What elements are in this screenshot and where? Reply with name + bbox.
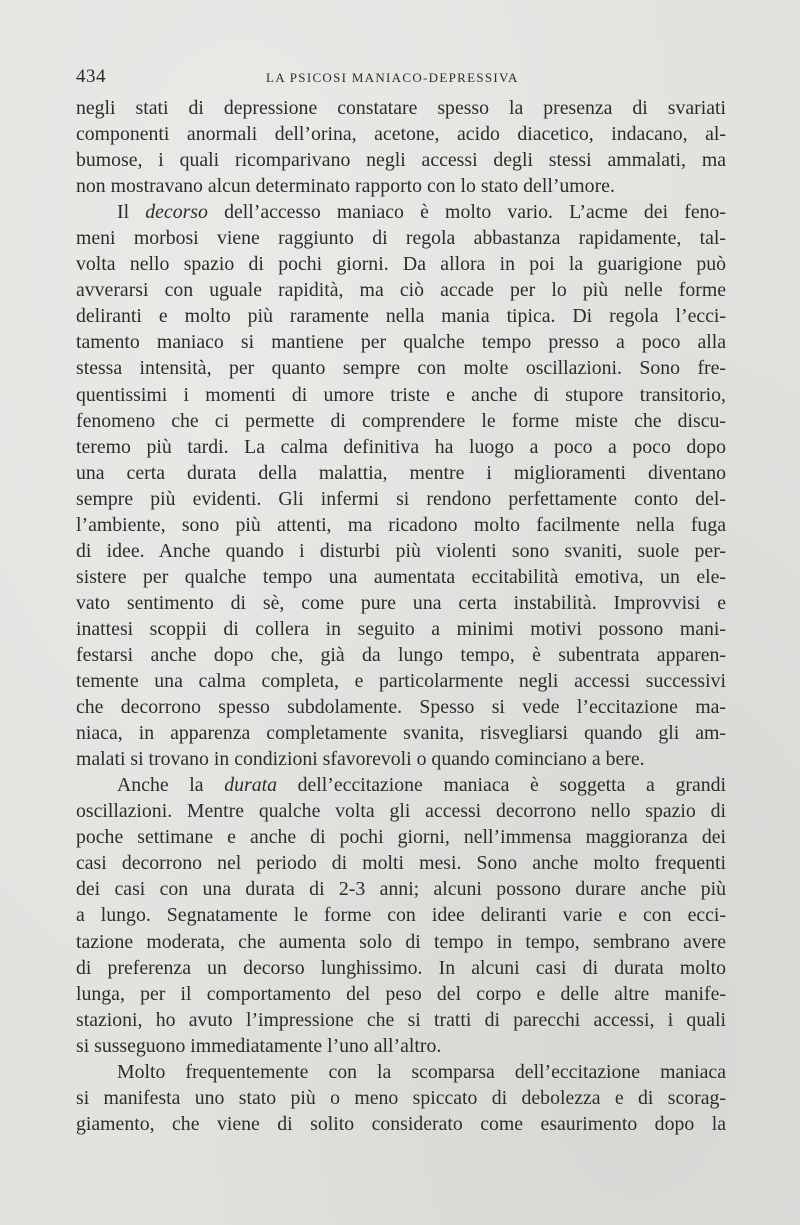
text-segment: teremo più tardi. La calma definitiva ha luogo a poco a poco dopo (76, 435, 726, 458)
text-segment: dei casi con una durata di 2-3 anni; alcuni possono durare anche più (76, 878, 726, 901)
text-line (76, 642, 726, 668)
text-segment: l’ambiente, sono più attenti, ma ricadono molto facilmente nella fuga (76, 513, 726, 536)
text-segment: avverarsi con uguale rapidità, ma ciò accade per lo più nelle forme (76, 279, 726, 302)
text-segment: tazione moderata, che aumenta solo di tempo in tempo, sembrano avere (76, 930, 726, 953)
text-segment: casi decorrono nel periodo di molti mesi. Sono anche molto frequenti (76, 852, 726, 875)
text-segment: che decorrono spesso subdolamente. Spesso si vede l’eccitazione ma- (76, 696, 726, 719)
text-segment: dell’accesso maniaco è molto vario. L’acme dei feno- (207, 201, 726, 224)
text-line (76, 902, 726, 928)
text-line (76, 434, 726, 460)
text-line (76, 824, 726, 850)
text-line (76, 746, 726, 772)
text-line (76, 251, 726, 277)
text-segment: meni morbosi viene raggiunto di regola abbastanza rapidamente, tal- (76, 227, 726, 250)
page-number: 434 (76, 66, 106, 87)
text-segment: quentissimi i momenti di umore triste e anche di stupore transitorio, (76, 383, 726, 406)
text-segment: deliranti e molto più raramente nella mania tipica. Di regola l’ecci- (76, 305, 726, 328)
text-segment: lunga, per il comportamento del peso del corpo e delle altre manife- (76, 982, 726, 1005)
text-line (76, 929, 726, 955)
text-line (76, 1111, 726, 1137)
text-line (76, 121, 726, 147)
text-segment: niaca, in apparenza completamente svanita, risvegliarsi quando gli am- (76, 722, 726, 745)
text-segment: sempre più evidenti. Gli infermi si rendono perfettamente conto del- (76, 487, 726, 510)
text-line (76, 512, 726, 538)
italic-term: durata (224, 774, 277, 797)
text-line (76, 173, 726, 199)
text-segment: bumose, i quali ricomparivano negli accessi degli stessi ammalati, ma (76, 149, 726, 172)
text-segment: giamento, che viene di solito considerato come esaurimento dopo la (76, 1112, 726, 1135)
text-line (76, 1059, 726, 1085)
text-line (76, 329, 726, 355)
text-segment: si susseguono immediatamente l’uno all’altro. (76, 1034, 442, 1057)
text-line (76, 1033, 726, 1059)
text-line (76, 355, 726, 381)
body-text (76, 95, 726, 1137)
text-line (76, 1007, 726, 1033)
text-segment: festarsi anche dopo che, già da lungo tempo, è subentrata apparen- (76, 643, 726, 666)
text-segment: si manifesta uno stato più o meno spiccato di debolezza e di scorag- (76, 1086, 726, 1109)
text-line (76, 590, 726, 616)
text-line (76, 408, 726, 434)
text-segment: volta nello spazio di pochi giorni. Da allora in poi la guarigione può (76, 253, 726, 276)
text-segment: non mostravano alcun determinato rapporto con lo stato dell’umore. (76, 175, 615, 198)
text-segment: componenti anormali dell’orina, acetone, acido diacetico, indacano, al- (76, 123, 726, 146)
text-line (76, 564, 726, 590)
text-line (76, 225, 726, 251)
text-line (76, 147, 726, 173)
text-line (76, 694, 726, 720)
text-segment: tamento maniaco si mantiene per qualche tempo presso a poco alla (76, 331, 726, 354)
text-line (76, 382, 726, 408)
running-head: LA PSICOSI MANIACO-DEPRESSIVA (266, 70, 519, 85)
text-line (76, 1085, 726, 1111)
text-line (76, 486, 726, 512)
text-segment: Il (117, 201, 146, 224)
text-segment: negli stati di depressione constatare spesso la presenza di svariati (76, 97, 726, 119)
text-line (76, 277, 726, 303)
text-segment: sistere per qualche tempo una aumentata eccitabilità emotiva, un ele- (76, 565, 726, 588)
text-segment: malati si trovano in condizioni sfavorevoli o quando cominciano a bere. (76, 748, 645, 771)
text-line (76, 199, 726, 225)
text-segment: di preferenza un decorso lunghissimo. In alcuni casi di durata molto (76, 956, 726, 979)
text-segment: dell’eccitazione maniaca è soggetta a grandi (276, 774, 727, 797)
text-line (76, 772, 726, 798)
text-segment: Molto frequentemente con la scomparsa dell’eccitazione maniaca (117, 1060, 726, 1083)
text-line (76, 981, 726, 1007)
text-segment: a lungo. Segnatamente le forme con idee deliranti varie e con ecci- (76, 904, 726, 927)
text-line (76, 720, 726, 746)
text-line (76, 538, 726, 564)
text-line (76, 798, 726, 824)
text-line (76, 850, 726, 876)
italic-term: decorso (145, 201, 208, 224)
text-line (76, 460, 726, 486)
text-line (76, 95, 726, 121)
text-segment: Anche la (117, 774, 225, 797)
text-segment: di idee. Anche quando i disturbi più violenti sono svaniti, suole per- (76, 539, 726, 562)
text-segment: vato sentimento di sè, come pure una certa instabilità. Improvvisi e (76, 591, 726, 614)
text-line (76, 616, 726, 642)
text-line (76, 955, 726, 981)
page-header (76, 66, 726, 88)
text-segment: temente una calma completa, e particolarmente negli accessi successivi (76, 670, 726, 693)
text-segment: inattesi scoppii di collera in seguito a minimi motivi possono mani- (76, 617, 726, 640)
text-segment: fenomeno che ci permette di comprendere le forme miste che discu- (76, 409, 726, 432)
text-line (76, 668, 726, 694)
text-segment: stazioni, ho avuto l’impressione che si tratti di parecchi accessi, i quali (76, 1008, 726, 1031)
text-segment: una certa durata della malattia, mentre i miglioramenti diventano (76, 461, 726, 484)
text-line (76, 303, 726, 329)
text-line (76, 876, 726, 902)
text-segment: poche settimane e anche di pochi giorni, nell’immensa maggioranza dei (76, 826, 726, 849)
text-segment: stessa intensità, per quanto sempre con molte oscillazioni. Sono fre- (76, 357, 726, 380)
text-segment: oscillazioni. Mentre qualche volta gli accessi decorrono nello spazio di (76, 800, 726, 823)
